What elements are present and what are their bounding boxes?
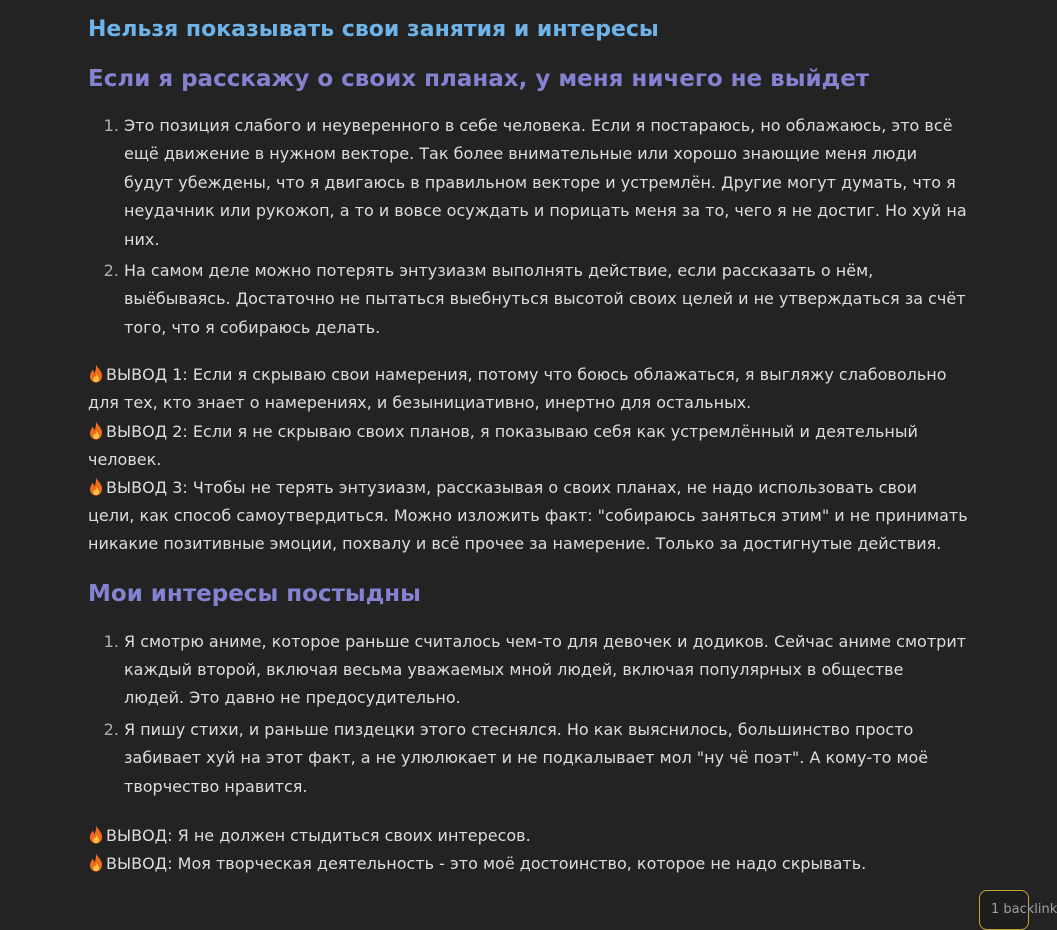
- fire-icon: [88, 477, 104, 496]
- interests-conclusions: [88, 822, 968, 878]
- conclusion: ВЫВОД 1: Если я скрываю свои намерения, потому что боюсь облажаться, я выгляжу слабовольно для тех, кто знает о намерениях, и безынициативно, инертно для остальных.: [88, 365, 947, 413]
- backlinks-button[interactable]: 1 backlink: [979, 890, 1029, 930]
- note-content: [88, 14, 968, 879]
- conclusion: ВЫВОД 3: Чтобы не терять энтузиазм, рассказывая о своих планах, не надо использовать свои цели, как способ самоутвердиться. Можно изложить факт: "собираюсь заняться этим" и не принимать никакие позитивные эмоции, похвалу и всё прочее за намерение. Только за достигнутые действия.: [88, 478, 968, 554]
- section-title: Нельзя показывать свои занятия и интересы: [88, 17, 659, 42]
- fire-icon: [88, 421, 104, 440]
- list-item: 1. Это позиция слабого и неуверенного в себе человека. Если я постараюсь, но облажаюсь, это всё ещё движение в нужном векторе. Так более внимательные или хорошо знающие меня люди будут убеждены, что я двигаюсь в правильном векторе и устремлён. Другие могут думать, что я неудачник или рукожоп, а то и вовсе осуждать и порицать меня за то, чего я не достиг. Но хуй на них.: [124, 112, 968, 254]
- fire-icon: [88, 825, 104, 844]
- interests-list: [88, 628, 968, 801]
- subsection-heading-plans: Если я расскажу о своих планах, у меня ничего не выйдет: [88, 66, 870, 92]
- conclusion: ВЫВОД: Я не должен стыдиться своих интересов.: [88, 822, 968, 850]
- list-item: 2. На самом деле можно потерять энтузиазм выполнять действие, если рассказать о нём, выёбываясь. Достаточно не пытаться выебнуться высотой своих целей и не утверждаться за счёт того, что я собираюсь делать.: [124, 257, 968, 342]
- plans-conclusions: [88, 361, 968, 558]
- conclusion: ВЫВОД: Моя творческая деятельность - это моё достоинство, которое не надо скрывать.: [88, 850, 968, 878]
- subsection-heading-interests: Мои интересы постыдны: [88, 580, 421, 607]
- list-item: 2. Я пишу стихи, и раньше пиздецки этого стеснялся. Но как выяснилось, большинство просто забивает хуй на этот факт, а не улюлюкает и не подкалывает мол "ну чё поэт". А кому-то моё творчество нравится.: [124, 716, 968, 801]
- list-item: 1. Я смотрю аниме, которое раньше считалось чем-то для девочек и додиков. Сейчас аниме смотрит каждый второй, включая весьма уважаемых мной людей, включая популярных в обществе людей. Это давно не предосудительно.: [124, 628, 968, 713]
- fire-icon: [88, 364, 104, 383]
- plans-list: [88, 112, 968, 342]
- fire-icon: [88, 853, 104, 872]
- conclusion: ВЫВОД 2: Если я не скрываю своих планов, я показываю себя как устремлённый и деятельный человек.: [88, 421, 918, 469]
